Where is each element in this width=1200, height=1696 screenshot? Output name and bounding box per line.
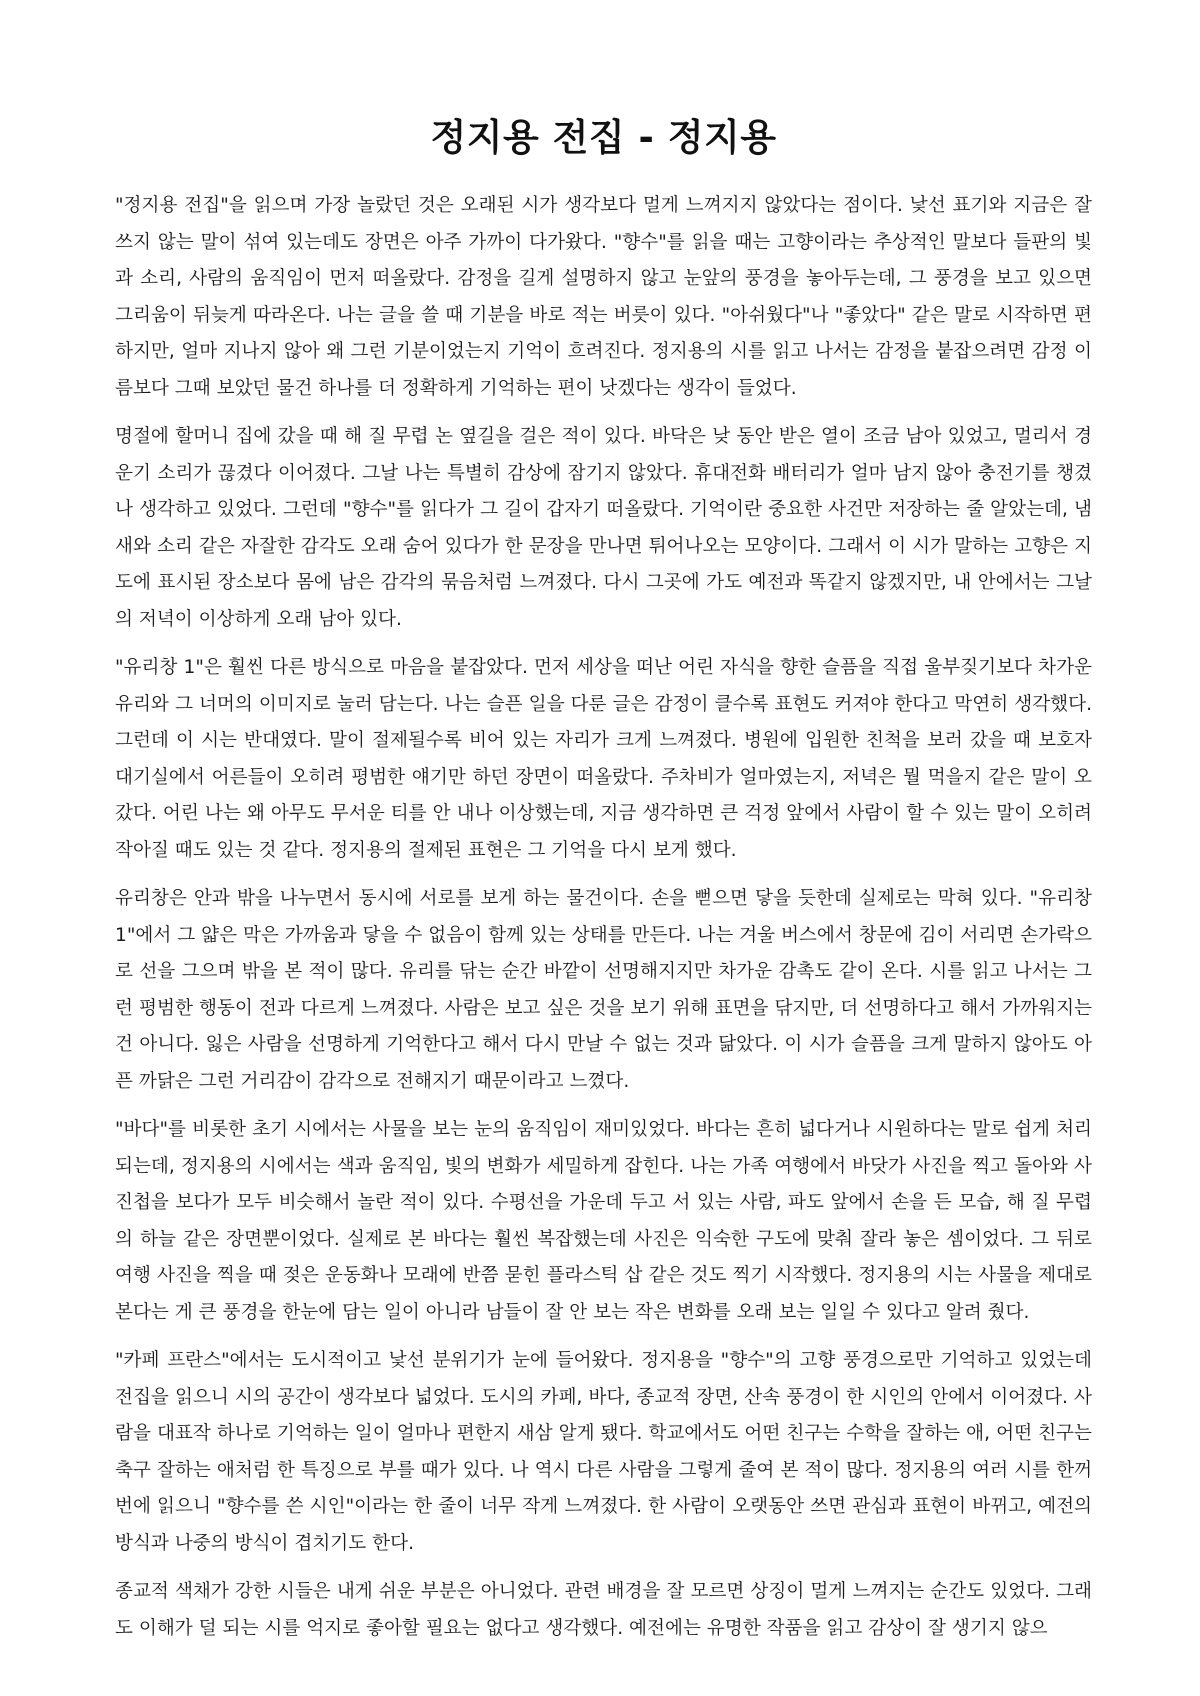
paragraph: 명절에 할머니 집에 갔을 때 해 질 무렵 논 옆길을 걸은 적이 있다. 바닥은 낮 동안 받은 열이 조금 남아 있었고, 멀리서 경운기 소리가 끊겼다 이어졌다. 그날 나는 특별히 감상에 잠기지 않았다. 휴대전화 배터리가 얼마 남지 않아 충전기를 챙겼나 생각하고 있었다. 그런데 "향수"를 읽다가 그 길이 갑자기 떠올랐다. 기억이란 중요한 사건만 저장하는 줄 알았는데, 냄새와 소리 같은 자잘한 감각도 오래 숨어 있다가 한 문장을 만나면 튀어나오는 모양이다. 그래서 이 시가 말하는 고향은 지도에 표시된 장소보다 몸에 남은 감각의 묶음처럼 느껴졌다. 다시 그곳에 가도 예전과 똑같지 않겠지만, 내 안에서는 그날의 저녁이 이상하게 오래 남아 있다. [115,426,1092,630]
paragraph: "카페 프란스"에서는 도시적이고 낯선 분위기가 눈에 들어왔다. 정지용을 "향수"의 고향 풍경으로만 기억하고 있었는데 전집을 읽으니 시의 공간이 생각보다 넓었다. 도시의 카페, 바다, 종교적 장면, 산속 풍경이 한 시인의 안에서 이어졌다. 사람을 대표작 하나로 기억하는 일이 얼마나 편한지 새삼 알게 됐다. 학교에서도 어떤 친구는 수학을 잘하는 애, 어떤 친구는 축구 잘하는 애처럼 한 특징으로 부를 때가 있다. 나 역시 다른 사람을 그렇게 줄여 본 적이 많다. 정지용의 여러 시를 한꺼번에 읽으니 "향수를 쓴 시인"이라는 한 줄이 너무 작게 느껴졌다. 한 사람이 오랫동안 쓰면 관심과 표현이 바뀌고, 예전의 방식과 나중의 방식이 겹치기도 한다. [115,1350,1092,1554]
paragraph: "바다"를 비롯한 초기 시에서는 사물을 보는 눈의 움직임이 재미있었다. 바다는 흔히 넓다거나 시원하다는 말로 쉽게 처리되는데, 정지용의 시에서는 색과 움직임, 빛의 변화가 세밀하게 잡힌다. 나는 가족 여행에서 바닷가 사진을 찍고 돌아와 사진첩을 보다가 모두 비슷해서 놀란 적이 있다. 수평선을 가운데 두고 서 있는 사람, 파도 앞에서 손을 든 모습, 해 질 무렵의 하늘 같은 장면뿐이었다. 실제로 본 바다는 훨씬 복잡했는데 사진은 익숙한 구도에 맞춰 잘라 놓은 셈이었다. 그 뒤로 여행 사진을 찍을 때 젖은 운동화나 모래에 반쯤 묻힌 플라스틱 삽 같은 것도 찍기 시작했다. 정지용의 시는 사물을 제대로 본다는 게 큰 풍경을 한눈에 담는 일이 아니라 남들이 잘 안 보는 작은 변화를 오래 보는 일일 수 있다고 알려 줬다. [115,1119,1092,1323]
paragraph: "정지용 전집"을 읽으며 가장 놀랐던 것은 오래된 시가 생각보다 멀게 느껴지지 않았다는 점이다. 낯선 표기와 지금은 잘 쓰지 않는 말이 섞여 있는데도 장면은 아주 가까이 다가왔다. "향수"를 읽을 때는 고향이라는 추상적인 말보다 들판의 빛과 소리, 사람의 움직임이 먼저 떠올랐다. 감정을 길게 설명하지 않고 눈앞의 풍경을 놓아두는데, 그 풍경을 보고 있으면 그리움이 뒤늦게 따라온다. 나는 글을 쓸 때 기분을 바로 적는 버릇이 있다. "아쉬웠다"나 "좋았다" 같은 말로 시작하면 편하지만, 얼마 지나지 않아 왜 그런 기분이었는지 기억이 흐려진다. 정지용의 시를 읽고 나서는 감정을 붙잡으려면 감정 이름보다 그때 보았던 물건 하나를 더 정확하게 기억하는 편이 낫겠다는 생각이 들었다. [115,195,1092,399]
paragraph: 종교적 색채가 강한 시들은 내게 쉬운 부분은 아니었다. 관련 배경을 잘 모르면 상징이 멀게 느껴지는 순간도 있었다. 그래도 이해가 덜 되는 시를 억지로 좋아할 필요는 없다고 생각했다. 예전에는 유명한 작품을 읽고 감상이 잘 생기지 않으 [115,1581,1092,1639]
document-title: 정지용 전집 - 정지용 [430,116,777,159]
paragraph: 유리창은 안과 밖을 나누면서 동시에 서로를 보게 하는 물건이다. 손을 뻗으면 닿을 듯한데 실제로는 막혀 있다. "유리창 1"에서 그 얇은 막은 가까움과 닿을 수 없음이 함께 있는 상태를 만든다. 나는 겨울 버스에서 창문에 김이 서리면 손가락으로 선을 그으며 밖을 본 적이 많다. 유리를 닦는 순간 바깥이 선명해지지만 차가운 감촉도 같이 온다. 시를 읽고 나서는 그런 평범한 행동이 전과 다르게 느껴졌다. 사람은 보고 싶은 것을 보기 위해 표면을 닦지만, 더 선명하다고 해서 가까워지는 건 아니다. 잃은 사람을 선명하게 기억한다고 해서 다시 만날 수 없는 것과 닮았다. 이 시가 슬픔을 크게 말하지 않아도 아픈 까닭은 그런 거리감이 감각으로 전해지기 때문이라고 느꼈다. [115,888,1092,1092]
paragraph: "유리창 1"은 훨씬 다른 방식으로 마음을 붙잡았다. 먼저 세상을 떠난 어린 자식을 향한 슬픔을 직접 울부짖기보다 차가운 유리와 그 너머의 이미지로 눌러 담는다. 나는 슬픈 일을 다룬 글은 감정이 클수록 표현도 커져야 한다고 막연히 생각했다. 그런데 이 시는 반대였다. 말이 절제될수록 비어 있는 자리가 크게 느껴졌다. 병원에 입원한 친척을 보러 갔을 때 보호자 대기실에서 어른들이 오히려 평범한 얘기만 하던 장면이 떠올랐다. 주차비가 얼마였는지, 저녁은 뭘 먹을지 같은 말이 오갔다. 어린 나는 왜 아무도 무서운 티를 안 내나 이상했는데, 지금 생각하면 큰 걱정 앞에서 사람이 할 수 있는 말이 오히려 작아질 때도 있는 것 같다. 정지용의 절제된 표현은 그 기억을 다시 보게 했다. [115,657,1092,861]
